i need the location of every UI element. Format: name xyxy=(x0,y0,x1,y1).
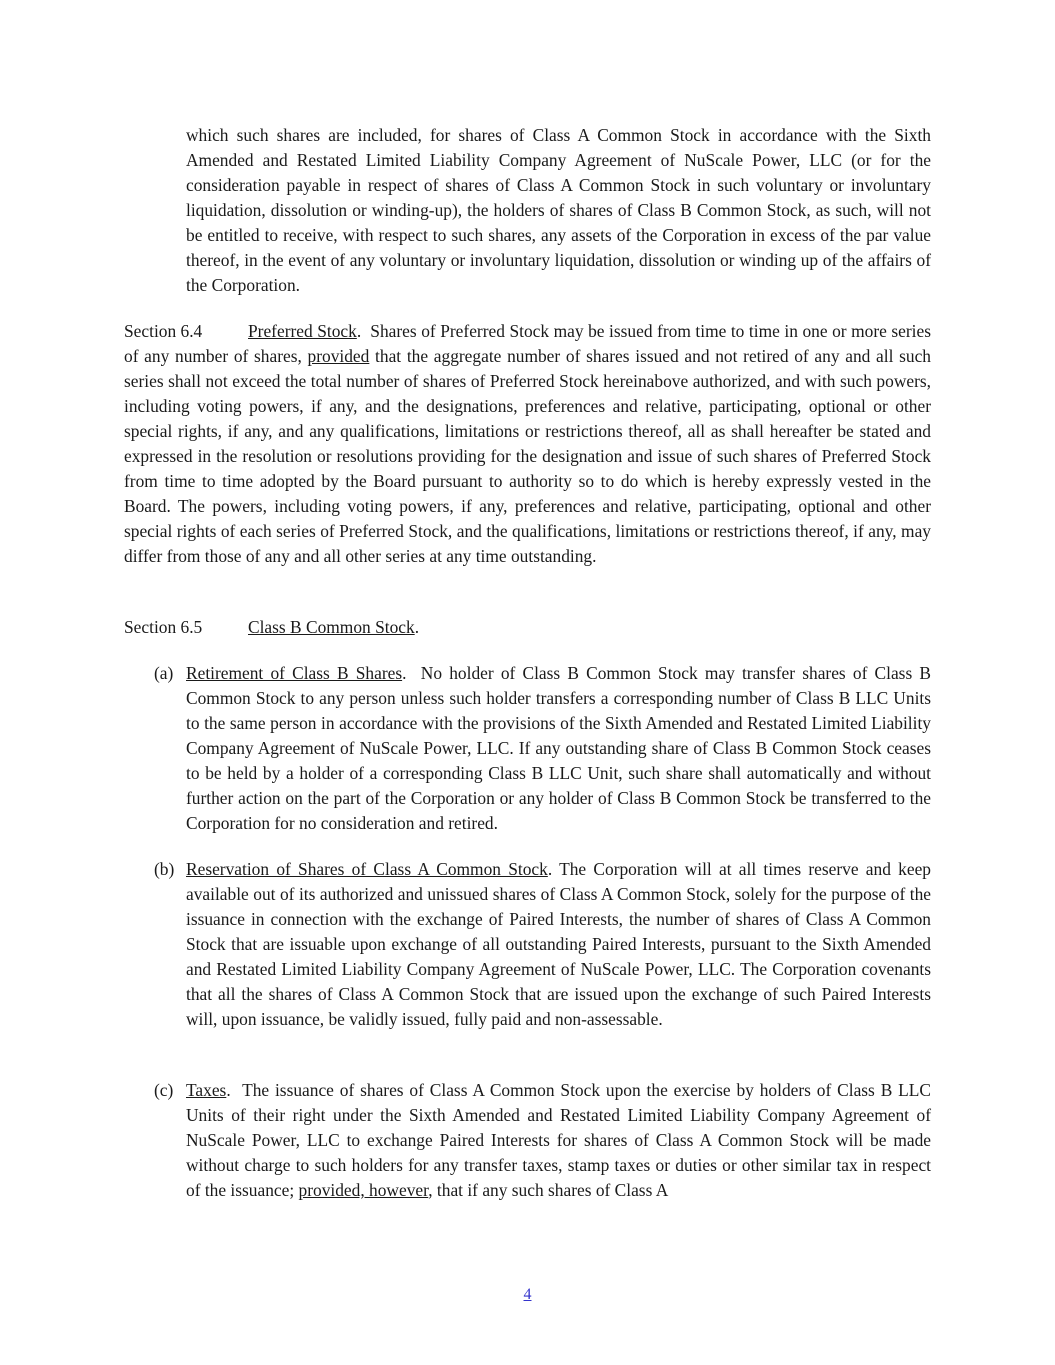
list-item-c-proviso: provided, however xyxy=(298,1180,429,1200)
section-6-4-text-1: Shares of Preferred Stock may be issued from time to time in one or more series of any number of shares, xyxy=(124,321,936,366)
section-6-4-paragraph xyxy=(124,319,936,569)
list-item-b-body xyxy=(186,857,931,1032)
section-6-4-number: Section 6.4 xyxy=(124,321,203,341)
list-item-c-label: (c) xyxy=(154,1080,174,1100)
list-item-c xyxy=(154,1078,936,1203)
list-item-c-heading: Taxes xyxy=(186,1080,227,1100)
list-item-c-body xyxy=(186,1078,936,1203)
list-item-c-text-2: , that if any such shares of Class A xyxy=(428,1180,669,1200)
section-6-5-heading-line xyxy=(124,615,931,640)
page-number-link[interactable]: 4 xyxy=(523,1286,532,1303)
list-item-a-label: (a) xyxy=(154,663,174,683)
section-6-4-heading: Preferred Stock xyxy=(248,321,357,341)
list-item-a-heading: Retirement of Class B Shares xyxy=(186,663,403,683)
list-item-a-text: . No holder of Class B Common Stock may transfer shares of Class B Common Stock to any person unless such holder transfers a corresponding number of Class B LLC Units to the same person in accordance with the provisions of the Sixth Amended and Restated Limited Liability Company Agreement of NuScale Power, LLC. If any outstanding share of Class B Common Stock ceases to be held by a holder of a corresponding Class B LLC Unit, such share shall automatically and without further action on the part of the Corporation or any holder of Class B Common Stock be transferred to the Corporation for no consideration and retired. xyxy=(186,663,936,833)
section-6-5-heading-period: . xyxy=(414,617,420,637)
section-6-5-heading: Class B Common Stock xyxy=(248,617,415,637)
list-item-a xyxy=(154,661,936,836)
continuation-paragraph xyxy=(186,123,931,298)
list-item-c-text-1: . The issuance of shares of Class A Common Stock upon the exercise by holders of Class B LLC Units of their right under the Sixth Amended and Restated Limited Liability Company Agreement of NuScale Power, LLC to exchange Paired Interests for shares of Class A Common Stock will be made without charge to such holders for any transfer taxes, stamp taxes or duties or other similar tax in respect of the issuance; xyxy=(186,1080,936,1200)
section-6-4-provided: provided xyxy=(307,346,370,366)
list-item-a-body xyxy=(186,661,936,836)
list-item-b-text: . The Corporation will at all times reserve and keep available out of its authorized and unissued shares of Class A Common Stock, solely for the purpose of the issuance in connection with the exchange of Paired Interests, the number of shares of Class A Common Stock that are issuable upon exchange of all outstanding Paired Interests, pursuant to the Sixth Amended and Restated Limited Liability Company Agreement of NuScale Power, LLC. The Corporation covenants that all the shares of Class A Common Stock that are issued upon the exchange of such Paired Interests will, upon issuance, be validly issued, fully paid and non-assessable. xyxy=(186,859,931,1029)
list-item-b-label: (b) xyxy=(154,859,175,879)
section-6-4-heading-period: . xyxy=(356,321,362,341)
section-6-5-number: Section 6.5 xyxy=(124,617,203,637)
list-item-b-heading: Reservation of Shares of Class A Common Stock xyxy=(186,859,548,879)
list-item-b xyxy=(154,857,931,1032)
section-6-4-text-2: that the aggregate number of shares issued and not retired of any and all such series shall not exceed the total number of shares of Preferred Stock hereinabove authorized, and with such powers, including voting powers, if any, and the designations, preferences and relative, participating, optional or other special rights, if any, and any qualifications, limitations or restrictions thereof, all as shall hereafter be stated and expressed in the resolution or resolutions providing for the designation and issue of such shares of Preferred Stock from time to time adopted by the Board pursuant to authority so to do which is hereby expressly vested in the Board. The powers, including voting powers, if any, preferences and relative, participating, optional and other special rights of each series of Preferred Stock, and the qualifications, limitations or restrictions thereof, if any, may differ from those of any and all other series at any time outstanding. xyxy=(124,346,931,566)
continuation-text: which such shares are included, for shares of Class A Common Stock in accordance with the Sixth Amended and Restated Limited Liability Company Agreement of NuScale Power, LLC (or for the consideration payable in respect of shares of Class A Common Stock in such voluntary or involuntary liquidation, dissolution or winding-up), the holders of shares of Class B Common Stock, as such, will not be entitled to receive, with respect to such shares, any assets of the Corporation in excess of the par value thereof, in the event of any voluntary or involuntary liquidation, dissolution or winding up of the affairs of the Corporation. xyxy=(186,125,931,295)
